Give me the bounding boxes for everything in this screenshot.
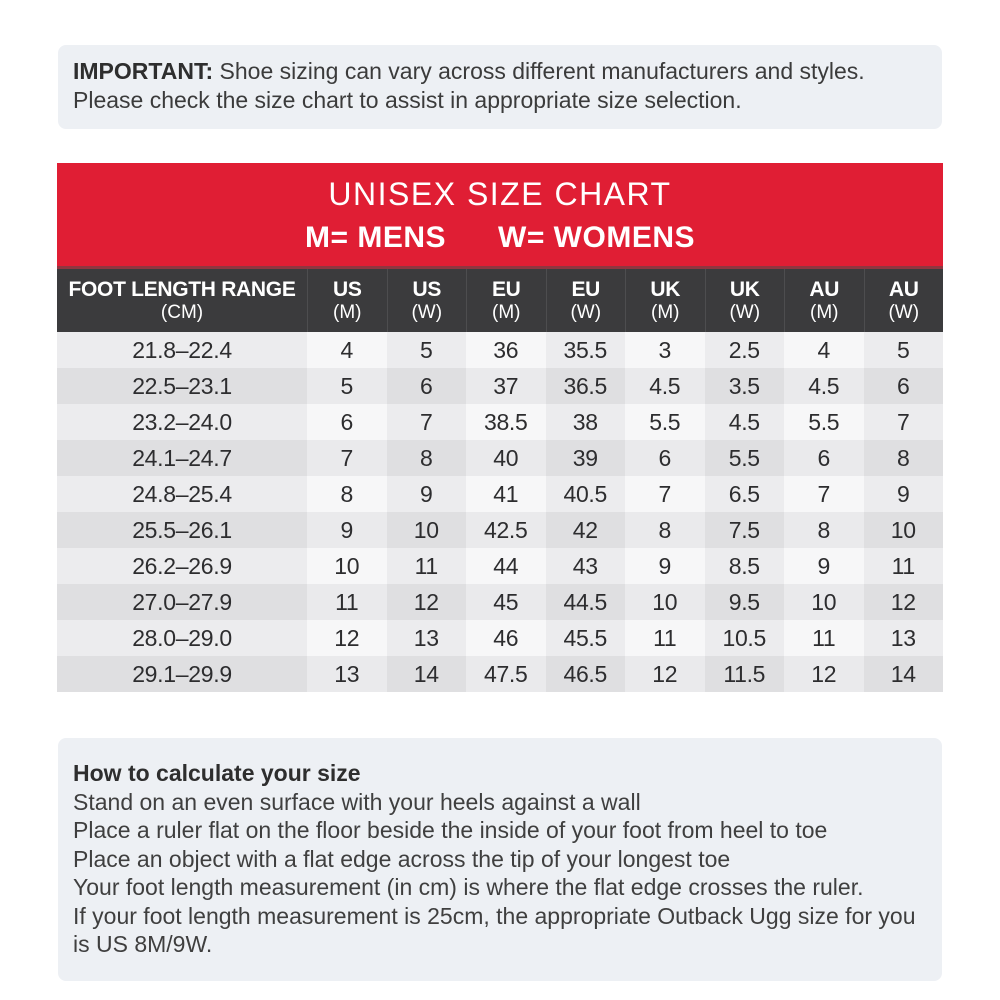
size-cell: 11 <box>387 548 467 584</box>
size-cell: 44.5 <box>546 584 626 620</box>
size-cell: 9 <box>307 512 387 548</box>
size-cell: 12 <box>387 584 467 620</box>
size-row <box>57 332 943 368</box>
legend-mens: M= MENS <box>304 221 447 254</box>
size-cell: 3 <box>625 332 705 368</box>
size-cell: 10 <box>307 548 387 584</box>
size-cell: 5.5 <box>625 404 705 440</box>
how-to-step: Stand on an even surface with your heels against a wall <box>73 788 641 815</box>
header-sublabel: (W) <box>729 301 761 323</box>
size-cell: 38 <box>546 404 626 440</box>
size-table-header <box>57 269 943 332</box>
size-cell: 5 <box>307 368 387 404</box>
size-cell: 43 <box>546 548 626 584</box>
size-cell: 8 <box>387 440 467 476</box>
important-notice <box>58 45 942 129</box>
size-cell: 7 <box>784 476 864 512</box>
size-cell: 5 <box>387 332 467 368</box>
size-cell: 46 <box>466 620 546 656</box>
size-cell: 45 <box>466 584 546 620</box>
header-label: UK <box>650 278 681 302</box>
size-cell: 12 <box>625 656 705 692</box>
size-cell: 7 <box>625 476 705 512</box>
header-cell-eu-w <box>546 269 626 332</box>
size-cell: 4 <box>307 332 387 368</box>
size-cell: 4.5 <box>784 368 864 404</box>
size-table-body <box>57 332 943 692</box>
header-sublabel: (M) <box>651 301 680 323</box>
size-cell: 42 <box>546 512 626 548</box>
size-cell: 5 <box>864 332 944 368</box>
size-cell: 14 <box>387 656 467 692</box>
size-cell: 7 <box>864 404 944 440</box>
size-row <box>57 476 943 512</box>
size-cell: 38.5 <box>466 404 546 440</box>
size-cell: 11 <box>864 548 944 584</box>
size-row <box>57 656 943 692</box>
size-cell: 41 <box>466 476 546 512</box>
how-to-step: Place a ruler flat on the floor beside the inside of your foot from heel to toe <box>73 817 828 843</box>
header-sublabel: (M) <box>810 301 839 323</box>
size-cell: 45.5 <box>546 620 626 656</box>
header-cell-au-m <box>784 269 864 332</box>
size-cell: 5.5 <box>705 440 785 476</box>
size-cell: 7 <box>307 440 387 476</box>
size-cell: 8 <box>625 512 705 548</box>
header-cell-uk-m <box>625 269 705 332</box>
important-text-line1: Shoe sizing can vary across different manufacturers and styles. <box>219 58 865 84</box>
how-to-title: How to calculate your size <box>73 760 361 786</box>
how-to-step: Place an object with a flat edge across the tip of your longest toe <box>73 845 731 872</box>
size-row <box>57 620 943 656</box>
header-label: AU <box>809 278 840 302</box>
header-label: US <box>332 278 362 302</box>
size-cell: 47.5 <box>466 656 546 692</box>
header-sublabel: (CM) <box>160 301 204 323</box>
header-label: FOOT LENGTH RANGE <box>68 278 296 302</box>
how-to-box <box>58 738 942 981</box>
header-label: AU <box>888 278 919 302</box>
size-cell: 8 <box>307 476 387 512</box>
size-cell: 9 <box>387 476 467 512</box>
foot-length-cell: 25.5–26.1 <box>57 512 307 548</box>
size-cell: 10 <box>625 584 705 620</box>
size-cell: 4.5 <box>625 368 705 404</box>
size-cell: 7 <box>387 404 467 440</box>
size-cell: 13 <box>864 620 944 656</box>
size-cell: 39 <box>546 440 626 476</box>
size-cell: 9 <box>625 548 705 584</box>
foot-length-cell: 24.8–25.4 <box>57 476 307 512</box>
header-cell-eu-m <box>466 269 546 332</box>
size-cell: 8.5 <box>705 548 785 584</box>
size-cell: 37 <box>466 368 546 404</box>
size-cell: 11 <box>307 584 387 620</box>
header-sublabel: (M) <box>492 301 521 323</box>
size-row <box>57 584 943 620</box>
size-cell: 13 <box>307 656 387 692</box>
size-cell: 6 <box>387 368 467 404</box>
size-cell: 44 <box>466 548 546 584</box>
header-label: EU <box>571 278 601 302</box>
size-cell: 36 <box>466 332 546 368</box>
header-cell-uk-w <box>705 269 785 332</box>
size-cell: 6 <box>625 440 705 476</box>
size-cell: 5.5 <box>784 404 864 440</box>
size-cell: 40.5 <box>546 476 626 512</box>
size-cell: 14 <box>864 656 944 692</box>
how-to-step: Your foot length measurement (in cm) is where the flat edge crosses the ruler. <box>73 874 864 900</box>
header-label: UK <box>729 278 760 302</box>
size-cell: 6 <box>307 404 387 440</box>
size-cell: 10 <box>784 584 864 620</box>
header-cell-us-w <box>387 269 467 332</box>
size-cell: 10 <box>387 512 467 548</box>
size-cell: 4 <box>784 332 864 368</box>
size-cell: 6 <box>784 440 864 476</box>
foot-length-cell: 22.5–23.1 <box>57 368 307 404</box>
size-cell: 42.5 <box>466 512 546 548</box>
header-cell-us-m <box>307 269 387 332</box>
header-sublabel: (W) <box>888 301 920 323</box>
foot-length-cell: 23.2–24.0 <box>57 404 307 440</box>
header-cell-foot-length <box>57 269 307 332</box>
foot-length-cell: 26.2–26.9 <box>57 548 307 584</box>
size-cell: 3.5 <box>705 368 785 404</box>
size-cell: 6.5 <box>705 476 785 512</box>
size-cell: 11.5 <box>705 656 785 692</box>
legend-womens: W= WOMENS <box>498 221 696 254</box>
important-label: IMPORTANT: <box>73 58 214 84</box>
size-row <box>57 440 943 476</box>
size-cell: 35.5 <box>546 332 626 368</box>
size-row <box>57 548 943 584</box>
size-row <box>57 404 943 440</box>
header-sublabel: (M) <box>333 301 362 323</box>
size-cell: 40 <box>466 440 546 476</box>
size-row <box>57 368 943 404</box>
size-chart <box>57 163 943 692</box>
size-row <box>57 512 943 548</box>
size-cell: 10 <box>864 512 944 548</box>
header-cell-au-w <box>864 269 944 332</box>
size-cell: 2.5 <box>705 332 785 368</box>
foot-length-cell: 28.0–29.0 <box>57 620 307 656</box>
size-cell: 8 <box>864 440 944 476</box>
header-sublabel: (W) <box>411 301 443 323</box>
how-to-step: If your foot length measurement is 25cm, the appropriate Outback Ugg size for you is US 8M/9W. <box>73 902 916 957</box>
size-cell: 13 <box>387 620 467 656</box>
header-sublabel: (W) <box>570 301 602 323</box>
important-text-line2: Please check the size chart to assist in appropriate size selection. <box>73 87 742 113</box>
size-cell: 9 <box>784 548 864 584</box>
size-cell: 6 <box>864 368 944 404</box>
foot-length-cell: 24.1–24.7 <box>57 440 307 476</box>
chart-title: UNISEX SIZE CHART <box>328 176 672 212</box>
size-cell: 12 <box>307 620 387 656</box>
header-label: US <box>412 278 442 302</box>
size-cell: 36.5 <box>546 368 626 404</box>
size-cell: 12 <box>784 656 864 692</box>
size-cell: 11 <box>784 620 864 656</box>
foot-length-cell: 29.1–29.9 <box>57 656 307 692</box>
chart-banner <box>57 163 943 269</box>
header-label: EU <box>491 278 521 302</box>
size-cell: 9.5 <box>705 584 785 620</box>
size-cell: 46.5 <box>546 656 626 692</box>
size-cell: 9 <box>864 476 944 512</box>
size-cell: 12 <box>864 584 944 620</box>
chart-legend <box>57 221 943 255</box>
size-cell: 10.5 <box>705 620 785 656</box>
foot-length-cell: 21.8–22.4 <box>57 332 307 368</box>
size-cell: 4.5 <box>705 404 785 440</box>
size-cell: 8 <box>784 512 864 548</box>
size-cell: 11 <box>625 620 705 656</box>
size-cell: 7.5 <box>705 512 785 548</box>
foot-length-cell: 27.0–27.9 <box>57 584 307 620</box>
